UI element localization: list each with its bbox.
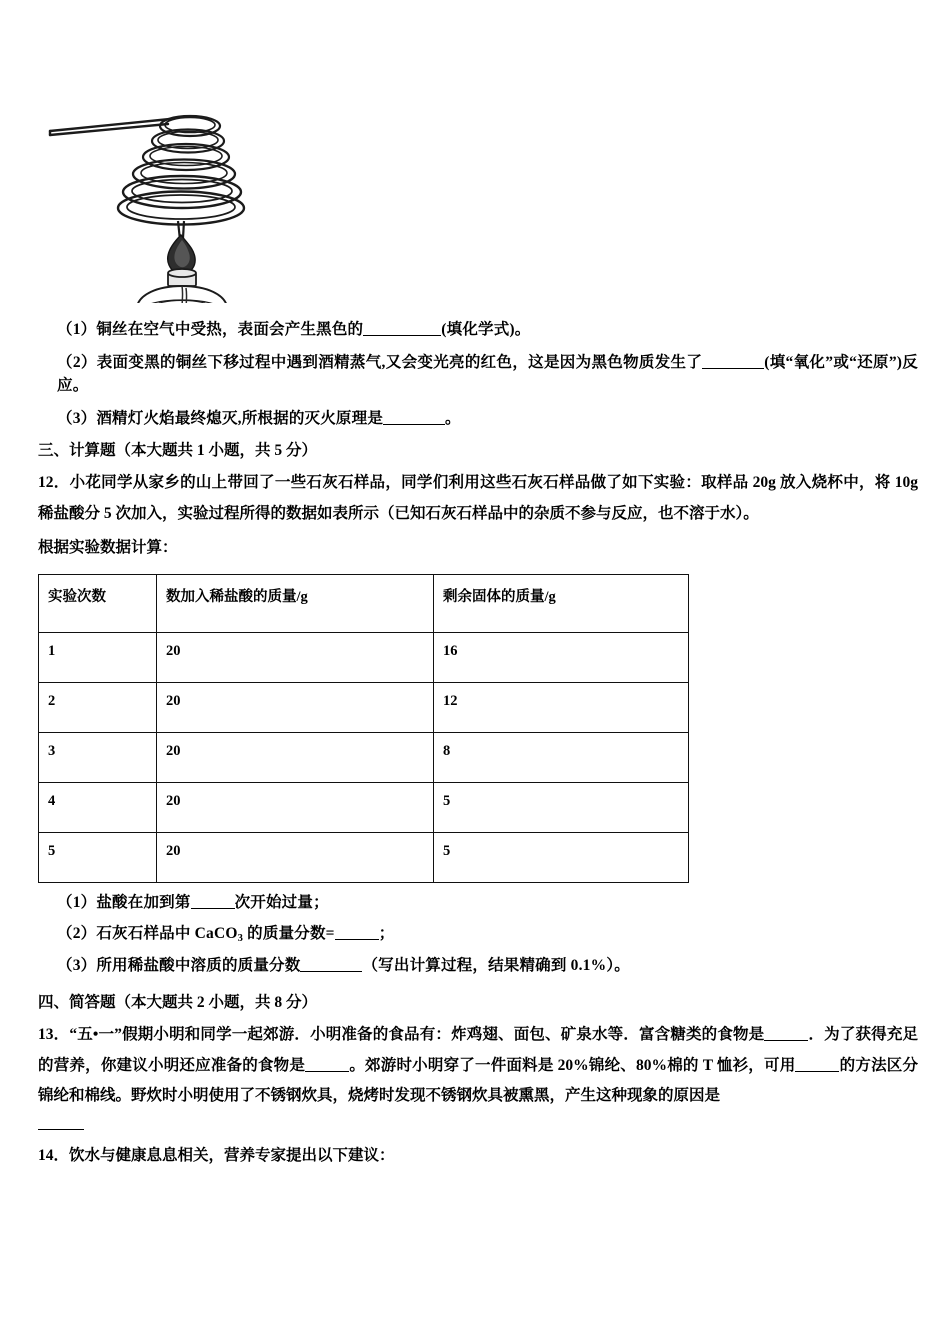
document-body bbox=[38, 318, 918, 1171]
experiment-question-2-label: （2） bbox=[57, 353, 97, 371]
answer-blank[interactable] bbox=[363, 335, 441, 336]
answer-blank[interactable] bbox=[300, 971, 362, 972]
table-row bbox=[39, 633, 689, 683]
table-cell-trial: 5 bbox=[39, 833, 157, 883]
table-cell-trial: 2 bbox=[39, 683, 157, 733]
table-cell-trial: 3 bbox=[39, 733, 157, 783]
table-header-acid-mass: 数加入稀盐酸的质量/g bbox=[157, 575, 434, 633]
question-12-sub-1 bbox=[38, 891, 918, 915]
experiment-question-2 bbox=[38, 351, 918, 398]
table-row bbox=[39, 833, 689, 883]
question-12-number: 12． bbox=[38, 474, 70, 492]
answer-blank[interactable] bbox=[191, 908, 235, 909]
table-cell-acid-mass: 20 bbox=[157, 733, 434, 783]
answer-blank[interactable] bbox=[38, 1129, 84, 1130]
experiment-question-3-text: 酒精灯火焰最终熄灭,所根据的灭火原理是 bbox=[96, 409, 384, 427]
experiment-question-3-suffix: 。 bbox=[445, 409, 461, 427]
question-12-sub-1-text: 盐酸在加到第 bbox=[96, 894, 191, 912]
question-13-part2: ．为了获得充足的营养，你建议小明还应准备的食物是 bbox=[38, 1026, 918, 1074]
question-12-sub-3-text: 所用稀盐酸中溶质的质量分数 bbox=[96, 956, 301, 974]
table-cell-acid-mass: 20 bbox=[157, 633, 434, 683]
experiment-question-1-text: 铜丝在空气中受热，表面会产生黑色的 bbox=[96, 321, 364, 338]
question-13-part4: 的方法区分锦纶和棉线。野炊时小明使用了不锈钢炊具，烧烤时发现不锈钢炊具被熏黑，产生这种现象的原因是 bbox=[38, 1056, 918, 1104]
experiment-figure bbox=[36, 88, 326, 303]
table-row bbox=[39, 783, 689, 833]
experiment-question-2-text: 表面变黑的铜丝下移过程中遇到酒精蒸气,又会变光亮的红色，这是因为黑色物质发生了 bbox=[96, 353, 703, 371]
section-four-heading: 四、简答题（本大题共 2 小题，共 8 分） bbox=[38, 994, 318, 1012]
answer-blank[interactable] bbox=[795, 1071, 839, 1072]
question-12 bbox=[38, 468, 918, 528]
table-cell-acid-mass: 20 bbox=[157, 683, 434, 733]
table-cell-acid-mass: 20 bbox=[157, 833, 434, 883]
question-13-number: 13． bbox=[38, 1026, 70, 1044]
question-12-sub-2-suffix: ； bbox=[378, 924, 395, 942]
question-14-text: 饮水与健康息息相关，营养专家提出以下建议： bbox=[69, 1147, 395, 1165]
question-12-sub-3-label: （3） bbox=[57, 956, 97, 974]
answer-blank[interactable] bbox=[383, 424, 445, 425]
table-header-trial: 实验次数 bbox=[39, 575, 157, 633]
table-cell-trial: 4 bbox=[39, 783, 157, 833]
table-cell-trial: 1 bbox=[39, 633, 157, 683]
table-header-residue-mass: 剩余固体的质量/g bbox=[434, 575, 689, 633]
question-12-sub-2-text: 石灰石样品中 CaCO bbox=[96, 924, 238, 942]
question-12-sub-1-suffix: 次开始过量； bbox=[234, 894, 329, 912]
experiment-data-table-wrap bbox=[38, 574, 918, 883]
experiment-question-3 bbox=[38, 407, 918, 431]
section-three-heading: 三、计算题（本大题共 1 小题，共 5 分） bbox=[38, 442, 318, 460]
table-cell-residue-mass: 12 bbox=[434, 683, 689, 733]
answer-blank[interactable] bbox=[335, 939, 379, 940]
experiment-question-1-label: （1） bbox=[57, 321, 97, 338]
question-12-sub-2-label: （2） bbox=[57, 924, 97, 942]
table-cell-residue-mass: 16 bbox=[434, 633, 689, 683]
experiment-question-2-suffix: (填“氧化”或“还原”)反应。 bbox=[57, 353, 918, 395]
question-12-stem-line2: 根据实验数据计算： bbox=[38, 538, 178, 556]
experiment-question-1-suffix: (填化学式)。 bbox=[441, 321, 531, 338]
caco3-subscript: 3 bbox=[237, 932, 244, 944]
experiment-question-1 bbox=[38, 318, 918, 342]
question-13-trailing-blank-wrap bbox=[38, 1115, 918, 1133]
question-12-sub-3-suffix: （写出计算过程，结果精确到 0.1%）。 bbox=[362, 956, 630, 974]
question-14-number: 14． bbox=[38, 1147, 70, 1165]
question-12-stem: 小花同学从家乡的山上带回了一些石灰石样品，同学们利用这些石灰石样品做了如下实验：取样品 20g 放入烧杯中，将 10g 稀盐酸分 5 次加入，实验过程所得的数据如表所示（已知石灰石样品中的杂质不参与反应，也不溶于水）。 bbox=[38, 474, 918, 522]
question-12-sub-3 bbox=[38, 954, 918, 978]
question-13-part1: “五•一”假期小明和同学一起郊游．小明准备的食品有：炸鸡翅、面包、矿泉水等．富含糖类的食物是 bbox=[69, 1026, 765, 1044]
answer-blank[interactable] bbox=[702, 368, 764, 369]
table-cell-residue-mass: 5 bbox=[434, 783, 689, 833]
question-13 bbox=[38, 1020, 918, 1111]
question-12-sub-1-label: （1） bbox=[57, 894, 97, 912]
question-12-sub-2 bbox=[38, 922, 918, 947]
answer-blank[interactable] bbox=[764, 1040, 808, 1041]
table-row bbox=[39, 733, 689, 783]
answer-blank[interactable] bbox=[305, 1071, 349, 1072]
table-cell-residue-mass: 5 bbox=[434, 833, 689, 883]
question-14 bbox=[38, 1141, 918, 1171]
table-cell-residue-mass: 8 bbox=[434, 733, 689, 783]
experiment-question-3-label: （3） bbox=[57, 409, 97, 427]
experiment-data-table bbox=[38, 574, 689, 883]
question-13-part3: 。郊游时小明穿了一件面料是 20%锦纶、80%棉的 T 恤衫，可用 bbox=[349, 1056, 796, 1074]
table-header-row bbox=[39, 575, 689, 633]
table-cell-acid-mass: 20 bbox=[157, 783, 434, 833]
table-row bbox=[39, 683, 689, 733]
copper-wire-spiral-over-alcohol-lamp-icon bbox=[36, 88, 326, 303]
question-12-sub-2-mid: 的质量分数= bbox=[243, 924, 335, 942]
